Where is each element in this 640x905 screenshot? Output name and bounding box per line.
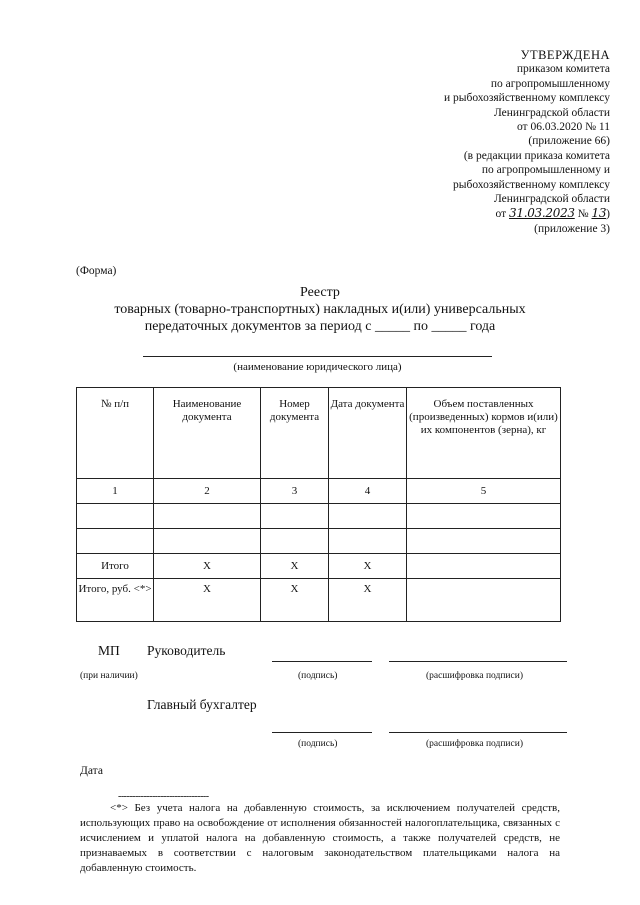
empty-row	[77, 504, 561, 529]
table-cell[interactable]	[154, 529, 261, 554]
approval-line: Ленинградской области	[493, 193, 610, 206]
handwritten-number: 13	[591, 206, 607, 221]
table-cell: X	[329, 579, 407, 622]
stamp-label: МП	[98, 643, 120, 658]
total-row	[77, 554, 561, 579]
table-cell[interactable]	[407, 554, 561, 579]
footnote-text: <*> Без учета налога на добавленную стоимость, за исключением получателей средств, использующих право на освобождение от исполнения обязанностей налогоплательщика, связанных с исчислением и уплатой налога на добавленную стоимость, а также получателей средств, не признаваемых в соответствии с налоговым законодательством плательщиками налога на добавленную стоимость.	[80, 802, 560, 874]
approval-line: по агропромышленному и	[481, 164, 610, 177]
table-cell[interactable]	[407, 529, 561, 554]
approval-line: от 06.03.2020 № 11	[516, 121, 610, 134]
table-cell: X	[329, 554, 407, 579]
total-label: Итого	[77, 554, 154, 579]
decoding-caption: (расшифровка подписи)	[426, 671, 523, 681]
column-number: 5	[407, 479, 561, 504]
table-cell: X	[154, 579, 261, 622]
column-number: 3	[261, 479, 329, 504]
total-rub-label: Итого, руб. <*>	[77, 579, 154, 622]
column-header: Наименование документа	[154, 388, 261, 479]
handwritten-date: 31.03.2023	[509, 206, 575, 221]
column-number-row	[77, 479, 561, 504]
approval-line: рыбохозяйственному комплексу	[453, 178, 610, 191]
head-signature-line[interactable]	[272, 661, 372, 662]
table-cell: X	[261, 579, 329, 622]
column-header: Дата документа	[329, 388, 407, 479]
table-cell: X	[154, 554, 261, 579]
signature-caption: (подпись)	[298, 739, 338, 749]
form-label: (Форма)	[76, 265, 117, 277]
closing-paren: )	[606, 208, 610, 221]
column-number: 1	[77, 479, 154, 504]
table-cell[interactable]	[261, 529, 329, 554]
approval-date-line	[444, 206, 610, 221]
date-prefix: от	[495, 208, 507, 221]
table-cell[interactable]	[329, 529, 407, 554]
table-cell: X	[261, 554, 329, 579]
signature-caption: (подпись)	[298, 671, 338, 681]
approval-line: (приложение 66)	[528, 135, 610, 148]
table-cell[interactable]	[261, 504, 329, 529]
empty-row	[77, 529, 561, 554]
entity-caption: (наименование юридического лица)	[233, 361, 402, 373]
document-title	[0, 284, 640, 335]
approval-line: и рыбохозяйственному комплексу	[443, 92, 610, 105]
entity-name-line[interactable]	[143, 356, 492, 357]
head-label: Руководитель	[147, 643, 226, 658]
approval-title: УТВЕРЖДЕНА	[520, 48, 610, 62]
mp-caption: (при наличии)	[80, 671, 138, 681]
table-cell[interactable]	[407, 579, 561, 622]
table-cell[interactable]	[407, 504, 561, 529]
number-prefix: №	[577, 208, 589, 221]
approval-appendix: (приложение 3)	[534, 222, 610, 235]
table-cell[interactable]	[77, 529, 154, 554]
approval-line: по агропромышленному	[490, 77, 610, 90]
approval-line: приказом комитета	[516, 63, 610, 76]
column-header: № п/п	[77, 388, 154, 479]
column-header: Номер документа	[261, 388, 329, 479]
approval-line: (в редакции приказа комитета	[463, 149, 610, 162]
total-rub-row	[77, 579, 561, 622]
column-header: Объем поставленных (произведенных) кормов и(или) их компонентов (зерна), кг	[407, 388, 561, 479]
approval-block	[444, 48, 610, 236]
title-line-3: передаточных документов за период с _____ по _____ года	[144, 319, 496, 334]
head-decoding-line[interactable]	[389, 661, 567, 662]
decoding-caption: (расшифровка подписи)	[426, 739, 523, 749]
approval-line: Ленинградской области	[493, 106, 610, 119]
registry-table	[76, 387, 561, 622]
date-label: Дата	[80, 765, 103, 777]
header-row	[77, 388, 561, 479]
column-number: 2	[154, 479, 261, 504]
accountant-label: Главный бухгалтер	[147, 697, 257, 712]
table-cell[interactable]	[154, 504, 261, 529]
title-line-2: товарных (товарно-транспортных) накладных и(или) универсальных	[114, 302, 526, 317]
accountant-decoding-line[interactable]	[389, 732, 567, 733]
title-line-1: Реестр	[300, 285, 340, 300]
accountant-signature-line[interactable]	[272, 732, 372, 733]
table-cell[interactable]	[329, 504, 407, 529]
table-cell[interactable]	[77, 504, 154, 529]
column-number: 4	[329, 479, 407, 504]
footnote-separator: --------------------------------	[118, 791, 209, 802]
